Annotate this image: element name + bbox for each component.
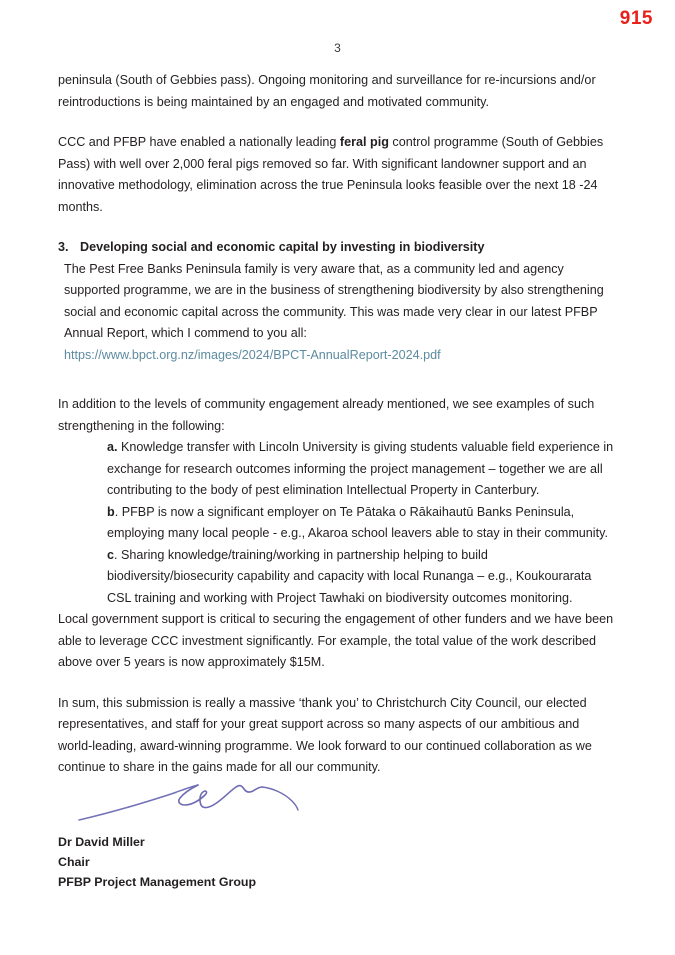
list-item [107, 437, 616, 502]
paragraph-feral-pig-part1: CCC and PFBP have enabled a nationally leading [58, 135, 340, 149]
signature-block [58, 778, 388, 892]
paragraph-pest-free-family: The Pest Free Banks Peninsula family is very aware that, as a community led and agency supported programme, we are in the business of strengthening biodiversity by also strengthening social and economic capital across the community. This was made very clear in our latest PFBP Annual Report, which I commend to you all: [64, 261, 604, 340]
section-heading-text: Developing social and economic capital by investing in biodiversity [80, 240, 485, 254]
signature-names [58, 832, 388, 892]
paragraph-in-addition: In addition to the levels of community engagement already mentioned, we see examples of such strengthening in the following: [58, 397, 595, 433]
list-item-marker: b [107, 504, 115, 519]
list-item-text: . PFBP is now a significant employer on Te Pātaka o Rākaihautū Banks Peninsula, employing many local people - e.g., Akaroa school leavers able to stay in their community. [107, 504, 608, 540]
annual-report-link[interactable]: https://www.bpct.org.nz/images/2024/BPCT-AnnualReport-2024.pdf [64, 347, 441, 362]
signatory-role: Chair [58, 855, 90, 869]
signatory-name: Dr David Miller [58, 835, 145, 849]
section-heading-3 [58, 237, 616, 259]
paragraph-continuation: peninsula (South of Gebbies pass). Ongoing monitoring and surveillance for re-incursions and/or reintroductions is being maintained by an engaged and motivated community. [58, 73, 596, 109]
page-number: 3 [334, 41, 341, 55]
paragraph-local-government: Local government support is critical to securing the engagement of other funders and we have been able to leverage CCC investment significantly. For example, the total value of the work described above over 5 years is now approximately $15M. [58, 612, 614, 669]
document-body [58, 70, 616, 779]
handwritten-signature [76, 778, 301, 824]
signatory-organisation: PFBP Project Management Group [58, 875, 257, 889]
list-item [107, 502, 616, 545]
list-item-marker: a. [107, 440, 118, 454]
section-heading-number: 3. [58, 240, 69, 254]
list-item-text: Knowledge transfer with Lincoln University is giving students valuable field experience in exchange for research outcomes informing the project management – together we are all contributing to the body of pest elimination Intellectual Property in Canterbury. [107, 440, 614, 497]
list-item [107, 545, 616, 610]
bold-term-feral-pig: feral pig [339, 135, 389, 149]
paragraph-feral-pig-part2: control programme (South of Gebbies Pass) with well over 2,000 feral pigs removed so far. With significant landowner support and an innovative methodology, elimination across the true Peninsula looks feasible over the next 18 -24 months. [58, 135, 604, 214]
page-stamp-number: 915 [619, 8, 653, 29]
list-item-text: . Sharing knowledge/training/working in partnership helping to build biodiversity/biosecurity capability and capacity with local Runanga – e.g., Koukourarata CSL training and working with Project Tawhaki on biodiversity outcomes monitoring. [107, 547, 592, 605]
paragraph-feral-pig [58, 132, 616, 218]
paragraph-in-sum: In sum, this submission is really a massive ‘thank you’ to Christchurch City Council, our elected representatives, and staff for your great support across so many aspects of our ambitious and world-leading, award-winning programme. We look forward to our continued collaboration as we continue to share in the gains made for all our community. [58, 695, 592, 774]
list-item-marker: c [107, 547, 115, 562]
lettered-list [58, 437, 616, 609]
